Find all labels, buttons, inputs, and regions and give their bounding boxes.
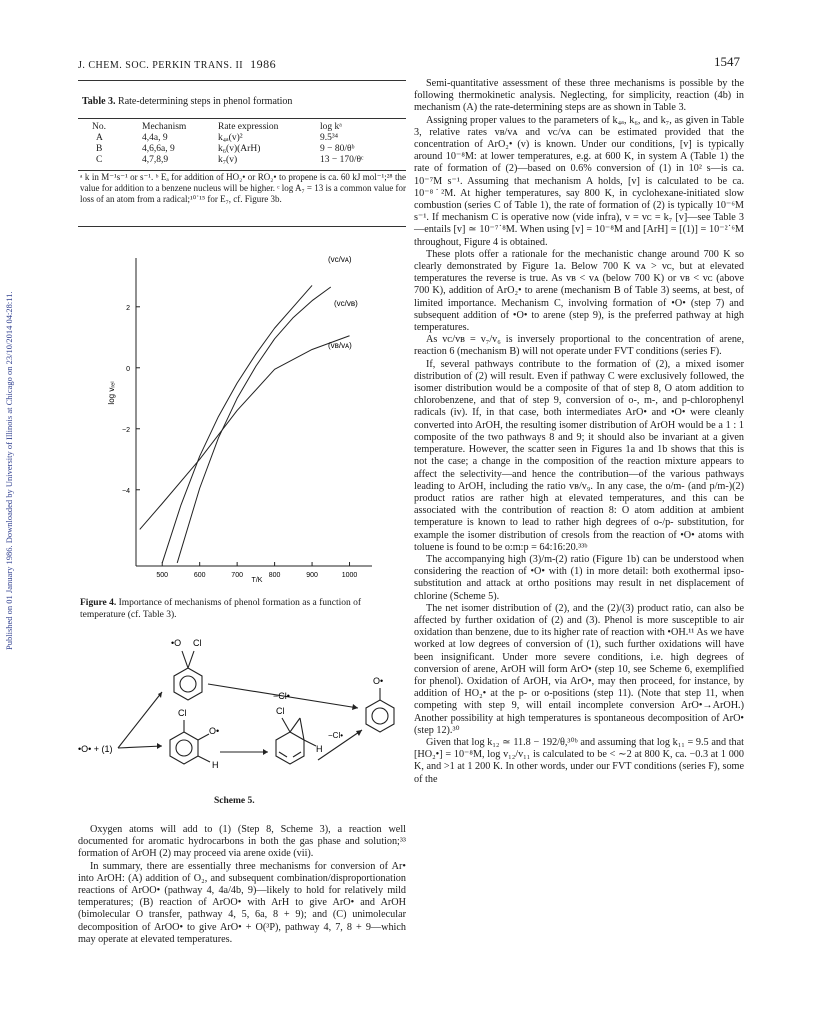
reactant-label: •O• + (1) [78, 744, 113, 754]
table-end-rule [78, 226, 406, 227]
cl-label-3: Cl [276, 706, 285, 716]
cl-label: Cl [193, 638, 202, 648]
table-caption [82, 96, 402, 107]
scheme-label-text: Scheme 5. [214, 796, 255, 806]
table-bottom-rule [78, 170, 406, 171]
col-header: No. [92, 122, 106, 132]
minus-cl-label: −Cl• [273, 691, 290, 701]
ring-ipso-circle [180, 676, 196, 692]
y-tick-label: 0 [126, 365, 130, 373]
minus-cl-label-2: −Cl• [328, 731, 344, 740]
x-tick-label: 900 [306, 572, 318, 579]
arrow-to-ortho [118, 746, 162, 748]
left-column-text [78, 824, 406, 946]
table-cell: B [96, 144, 103, 154]
paragraph: Assigning proper values to the parameters of k₄ₐ, k₆, and k₇, as given in Table 3, relative rates vʙ/vᴀ and vᴄ/vᴀ can be estimated provided that the concentration of ArO₂• (v) is known. Under our conditions, [v] is typically around 10⁻⁸M: at lower temperatures, e.g. at 600 K, in system A (Table 1) the rate of formation of (2)—based on 0.6% conversion of (1) in 10² s—is ca. 10⁻⁷M s⁻¹. Assuming that mechanism A holds, [v] is calculated to be ca. 10⁻⁸˙²M. At higher temperatures, say 800 K, in cyclohexane-initiated slow combustion (series C of Table 1), the rate of formation of (2) is typically 10⁻⁶M s⁻¹. If mechanism C is operative now (vide infra), v = vᴄ = k₇ [v]—see Table 3—entails [v] ≃ 10⁻⁷˙⁸M. When using [v] = 10⁻⁸M and [ArH] = [(1)] = 10⁻²˙⁶M throughout, Figure 4 is obtained. [414, 114, 744, 248]
x-axis-label: T/K [251, 577, 263, 584]
table-caption-label: Table 3. [82, 96, 116, 107]
curve-label-vc-vb: (vᴄ/vʙ) [334, 299, 358, 308]
table-row [92, 133, 369, 144]
table-row [92, 155, 369, 166]
series-line-2 [140, 336, 350, 530]
figure-caption-label: Figure 4. [80, 598, 117, 608]
col-header: Rate expression [218, 122, 279, 132]
paragraph: Semi-quantitative assessment of these three mechanisms is possible by the following thermokinetic analysis. Neglecting, for simplicity, reaction (4b) in mechanism (A) the rate-determining steps are as shown in Table 3. [414, 78, 744, 114]
h-label: H [212, 760, 219, 770]
table-cell: 4,4a, 9 [142, 133, 168, 143]
phenoxy-o-label: O• [373, 676, 384, 686]
curve-label-vc-va: (vᴄ/vᴀ) [328, 255, 352, 264]
journal-year: 1986 [250, 57, 277, 71]
paragraph: As vᴄ/vʙ = v₇/v₆ is inversely proportional to the concentration of arene, reaction 6 (mechanism B) will not operate under FVT conditions (series F). [414, 334, 744, 358]
x-tick-label: 700 [231, 572, 243, 579]
y-tick-label: −4 [122, 487, 130, 495]
o-dot-label-2: O• [209, 726, 220, 736]
table-header-rule [78, 118, 406, 119]
paragraph: Oxygen atoms will add to (1) (Step 8, Scheme 3), a reaction well documented for aromatic hydrocarbons in both the gas phase and solution;³³ formation of ArOH (2) may proceed via arene oxide (vii). [78, 824, 406, 860]
table-header-row [92, 122, 369, 133]
curves [140, 285, 350, 563]
journal-name: J. CHEM. SOC. PERKIN TRANS. II [78, 60, 244, 71]
table-row [92, 144, 369, 155]
figure-4-chart [100, 248, 380, 588]
table-cell: C [96, 155, 103, 165]
cl-label-2: Cl [178, 708, 187, 718]
table-cell: 9 − 80/θᵇ [320, 144, 355, 154]
y-tick-label: −2 [122, 426, 130, 434]
ring-oxide [276, 732, 304, 764]
table-top-rule [78, 80, 406, 81]
provenance-sidebar: Published on 01 January 1986. Downloaded by University of Illinois at Chicago on 23/10/2014 04:28:11. [4, 291, 14, 650]
series-line-0 [162, 285, 312, 563]
table-cell: k₄ₐ(v)² [218, 133, 243, 143]
page-number: 1547 [714, 54, 740, 69]
x-tick-label: 800 [268, 572, 281, 579]
paragraph: In summary, there are essentially three mechanisms for conversion of Ar• into ArOH: (A) addition of O₂, and subsequent combination/disproportionation reactions of ArOO• (pathway 4, 4a/4b, 9)—likely to hold for relatively mild temperatures; (B) reaction of ArOO• with ArH to give ArO• and ArOH (bimolecular O transfer, pathway 4, 5, 6a, 8 + 9); and (C) unimolecular decomposition of ArOO• to give ArO• + O(³P), pathway 4, 7, 8 + 9—which may operate at elevated temperatures. [78, 860, 406, 945]
x-tick-label: 1000 [341, 572, 358, 579]
paragraph: The accompanying high (3)/m-(2) ratio (Figure 1b) can be understood when considering the reaction of •O• with (1) in more detail: both exothermal ipso-substitution and attack at ortho positions may result in net displacement of chlorine (Scheme 5). [414, 553, 744, 602]
table-cell: 4,7,8,9 [142, 155, 169, 165]
paragraph: These plots offer a rationale for the mechanistic change around 700 K so clearly demonstrated by Figure 1a. Below 700 K vᴀ > vᴄ, but at elevated temperatures the reverse is true. As vʙ < vᴀ (below 700 K) or vʙ < vᴄ (above 700 K), addition of ArO₂• to arene (mechanism B of Table 3) seems, at best, of limited importance. Mechanism C, involving formation of •O• (step 7) and subsequent addition of •O• to arene (step 9), is the preferred pathway at high temperatures. [414, 248, 744, 334]
figure-caption-text: Importance of mechanisms of phenol formation as a function of temperature (cf. Table 3). [80, 598, 362, 620]
ring-ortho [170, 732, 198, 764]
series-line-1 [177, 287, 331, 563]
x-tick-label: 500 [156, 572, 169, 579]
table-cell: 13 − 170/θᶜ [320, 155, 364, 165]
ring-phenoxy [366, 700, 394, 732]
table-cell: 4,6,6a, 9 [142, 144, 175, 154]
x-tick-label: 600 [193, 572, 206, 579]
paragraph: The net isomer distribution of (2), and the (2)/(3) product ratio, can also be affected by further oxidation of (2) and (3). Phenol is more susceptible to air oxidation than benzene, due to its higher rate of reaction with •OH.¹¹ As we have worked at low degrees of conversion of (1), such further oxidations will have been insignificant. Under more severe conditions, i.e. high degrees of conversion of arene, ArOH will form ArO• (step 10, see Scheme 6, exemplified for phenol). Oxidation of ArOH, via ArO•, may then proceed, for instance, by addition of HO₂• at the p- or o-positions (step 11). (Note that step 11, when competing with step 9, will entail incomplete conversion ArO•→ArOH.) Another possibility at high temperatures is spontaneous decomposition of ArO• (step 12).³⁰ [414, 602, 744, 736]
scheme-5-diagram [78, 624, 408, 792]
table-footnote: ᵃ k in M⁻¹s⁻¹ or s⁻¹. ᵇ Eₐ for addition of HO₂• or RO₂• to propene is ca. 60 kJ mol⁻¹;²⁸ the value for addition to a benzene nucleus will be higher. ᶜ log A₇ = 13 is a common value for loss of an atom from a radical;¹⁰˙¹⁵ for E₇, cf. Figure 3b. [80, 172, 406, 204]
paragraph: Given that log k₁₂ ≃ 11.8 − 192/θ,³⁰ᵇ and assuming that log k₁₁ = 9.5 and that [HO₂•] = 10⁻⁸M, log v₁₂/v₁₁ is calculated to be < ∼2 at 800 K, ca. −0.3 at 1 000 K, and >1 at 1 200 K. In other words, under our FVT conditions (series F), some of the [414, 736, 744, 785]
table-cell: k₆(v)(ArH) [218, 144, 261, 154]
rate-table [92, 122, 369, 166]
ring-ipso [174, 668, 202, 700]
table-cell: A [96, 133, 103, 143]
h-label-2: H [316, 744, 323, 754]
y-tick-label: 2 [126, 304, 130, 312]
right-column-text [414, 78, 744, 786]
table-caption-text: Rate-determining steps in phenol formation [118, 96, 293, 107]
running-header [78, 57, 276, 72]
scheme-5-label [214, 796, 255, 806]
col-header: Mechanism [142, 122, 187, 132]
dot-o-label: •O [171, 638, 182, 648]
table-cell: 9.5³⁴ [320, 133, 339, 143]
y-ticks [122, 305, 140, 495]
table-cell: k₇(v) [218, 155, 238, 165]
curve-label-vb-va: (vʙ/vᴀ) [328, 341, 352, 350]
arrow-to-ipso [118, 692, 162, 748]
y-axis-label: log vᵣₑₗ [107, 381, 116, 405]
col-header: log kᵃ [320, 122, 342, 132]
figure-4-caption [80, 598, 406, 621]
paragraph: If, several pathways contribute to the formation of (2), a mixed isomer distribution of (2) will result. Even if pathway C were exclusively followed, the isomer distribution would be a composite of that of step 8, O atom addition to chlorobenzene, and that of step 9, conversion of o-, m-, and p-chlorophenyl radicals (iv). If, in that case, both intermediates ArO• and •O• were cleanly converted into ArOH, the resulting isomer distribution of ArOH would be a 1 : 1 composite of the two pathways 8 and 9; it should also be invariant at a given temperature. However, the scatter seen in Figures 1a and 1b shows that this is not the case; a change in the composition of the reaction mixture appears to affect the selectivity—and hence the contribution—of the various pathways leading to ArOH, including the ratio vʙ/v₉. In any case, the o/m- (and p/m-)(2) product ratios are rather high at elevated temperatures, and this can be associated with the contribution of reaction 8: O atom addition at ambient temperature is known to lead to rather high degrees of o-/p- substitution, for example the isomer distribution of cresols from the reaction of •O• atoms with toluene is found to be o:m:p = 64:16:20.³³ᵇ [414, 358, 744, 553]
